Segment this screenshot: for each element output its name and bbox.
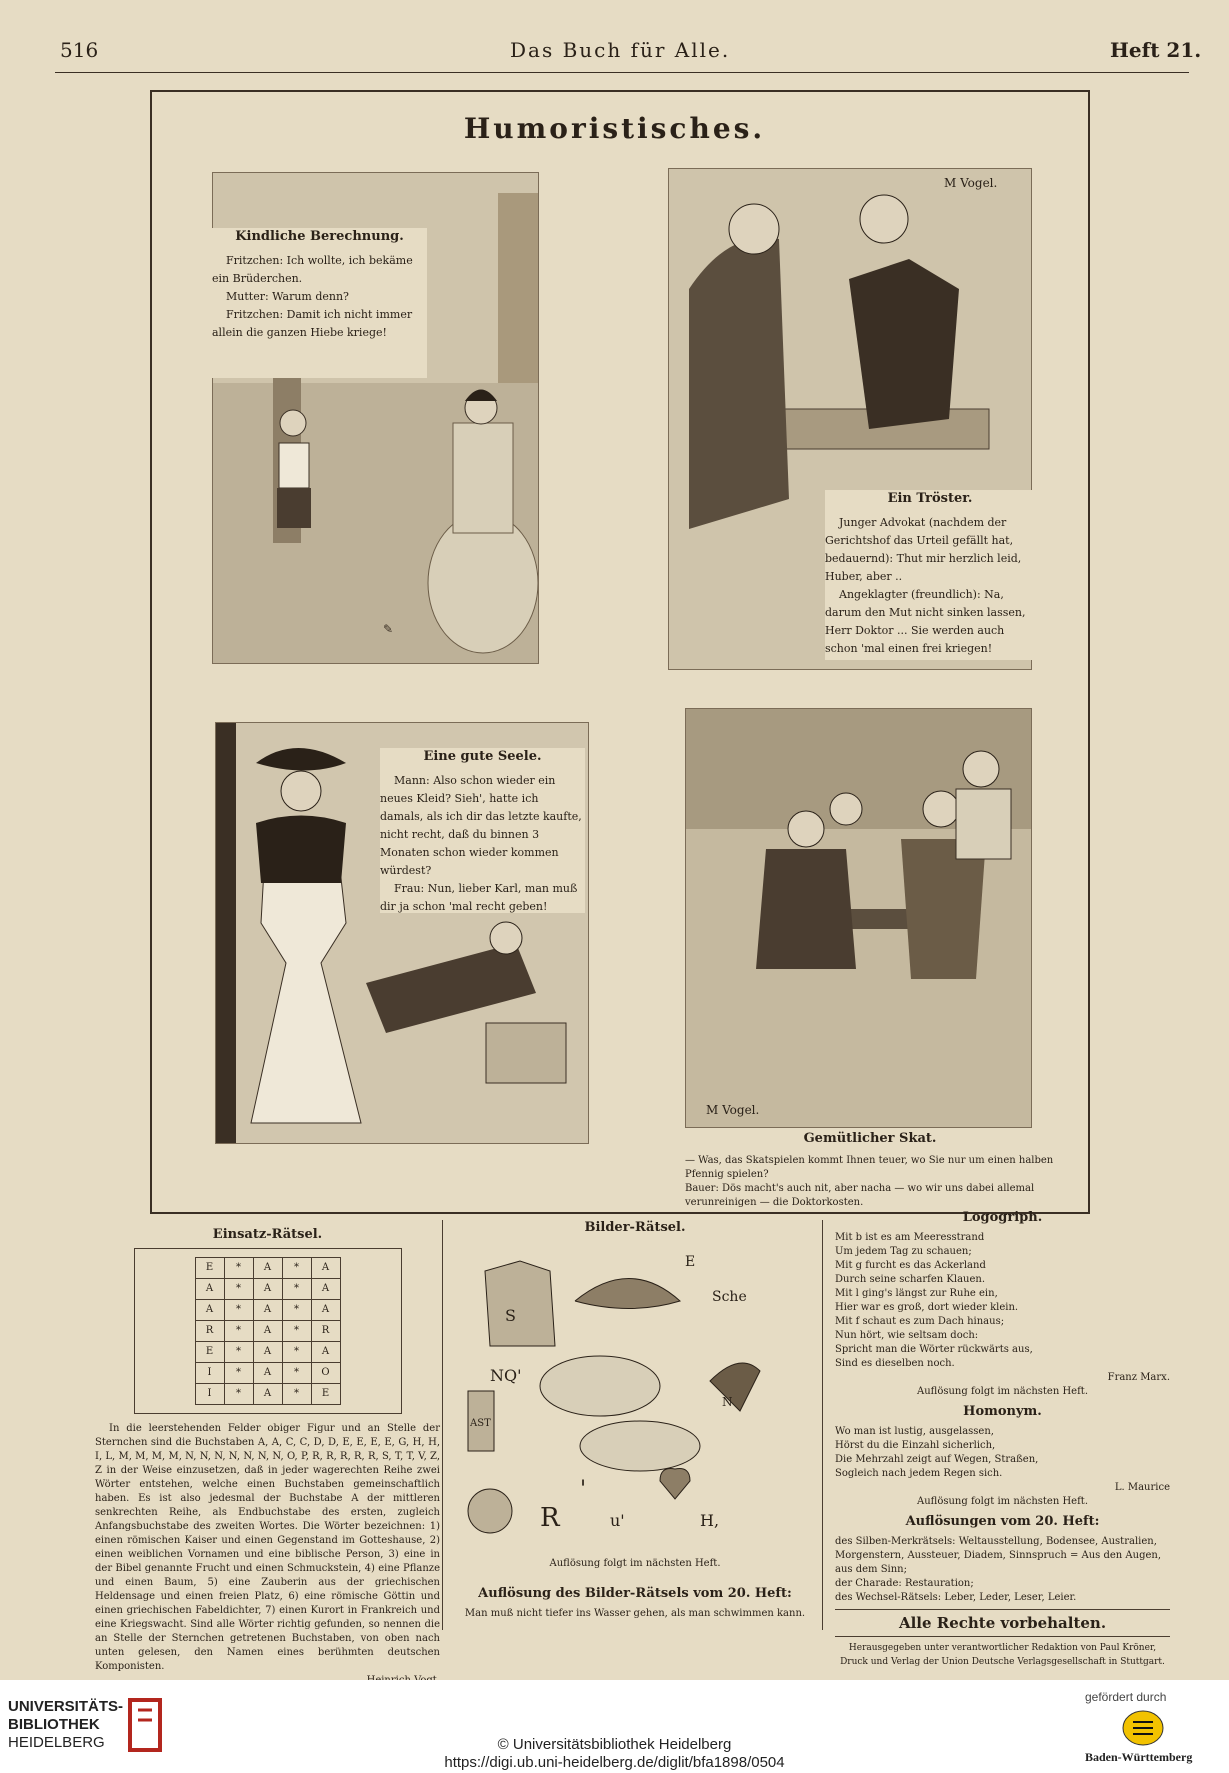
grid-cell: * xyxy=(282,1384,311,1405)
grid-cell: E xyxy=(311,1384,340,1405)
caption-line: Junger Advokat (nachdem der Gerichtshof das Urteil gefällt hat, bedauernd): Thut mir herzlich leid, Huber, aber .. xyxy=(825,516,1022,583)
caption-line: Bauer: Dös macht's auch nit, aber nacha — wo wir uns dabei allemal verunreinigen — die Doktorkosten. xyxy=(685,1183,1035,1208)
state-name: Baden-Württemberg xyxy=(1085,1750,1193,1764)
homonym-author: L. Maurice xyxy=(1114,1482,1170,1493)
rebus-letter: Sche xyxy=(712,1289,747,1305)
grid-cell: A xyxy=(195,1300,224,1321)
einsatz-text: In die leerstehenden Felder obiger Figur und an Stelle der Sternchen sind die Buchstaben A, A, C, C, D, D, E, E, E, E, G, H, H, I, L, M, M, M, M, N, N, N, N, N, N, N, O, P, R, R, R, R, R, S, T, T, V, Z, Z in der Weise einzusetzen, daß in jeder wagerechten Reihe zwei Wörter entstehen, welche einen Buchstaben gemeinschaftlich haben. Es ist also jedesmal der Buchstabe A der mittleren senkrechten Reihe, als Endbuchstabe des ersten, zugleich Anfangsbuchstabe des zweiten Wortes. Die Wörter bezeichnen: 1) einen römischen Kaiser und einen Gegenstand im Gotteshause, 2) einen weiblichen Vornamen und eine biblische Person, 3) eine in der Bibel genannte Frucht und einen Schmuckstein, 4) eine Pflanze und einen Baum, 5) eine Zauberin aus der griechischen Heldensage und einen freien Platz, 6) eine römische Göttin und einen griechischen Fabeldichter, 7) einen Kurort in Frankreich und eine Kriegswacht. Sind alle Wörter richtig gefunden, so nennen die an Stelle der Sternchen getretenen Buchstaben, von oben nach unten gelesen, den Namen eines berühmten deutschen Komponisten. xyxy=(95,1423,440,1672)
header-rule xyxy=(55,72,1189,73)
verse-line: Mit g furcht es das Ackerland xyxy=(835,1260,986,1271)
vogel-signature: M Vogel. xyxy=(944,176,998,190)
page-title: Humoristisches. xyxy=(463,112,766,145)
grid-cell: A xyxy=(311,1300,340,1321)
verse-line: Mit l ging's längst zur Ruhe ein, xyxy=(835,1288,998,1299)
grid-cell: * xyxy=(224,1363,253,1384)
grid-cell: * xyxy=(282,1363,311,1384)
grid-cell: * xyxy=(282,1342,311,1363)
grid-cell: * xyxy=(282,1300,311,1321)
grid-cell: * xyxy=(224,1279,253,1300)
rule xyxy=(835,1609,1170,1610)
rebus-letter: N xyxy=(722,1395,733,1409)
grid-cell: A xyxy=(253,1321,282,1342)
caption-line: Mutter: Warum denn? xyxy=(226,290,349,303)
column-rule xyxy=(442,1220,443,1630)
homonym-note: Auflösung folgt im nächsten Heft. xyxy=(917,1496,1088,1507)
verse-line: Wo man ist lustig, ausgelassen, xyxy=(835,1426,994,1437)
bilder-note: Auflösung folgt im nächsten Heft. xyxy=(549,1558,721,1569)
verse-line: Die Mehrzahl zeigt auf Wegen, Straßen, xyxy=(835,1454,1039,1465)
logogriph-heading: Logogriph. xyxy=(962,1210,1043,1225)
grid-cell: I xyxy=(195,1363,224,1384)
library-name-2: BIBLIOTHEK xyxy=(8,1716,100,1733)
rights-notice: Alle Rechte vorbehalten. xyxy=(898,1614,1107,1632)
homonym-heading: Homonym. xyxy=(963,1404,1042,1419)
logogriph-author: Franz Marx. xyxy=(1107,1372,1170,1383)
grid-row xyxy=(195,1363,340,1384)
loesungen-line: des Wechsel-Rätsels: Leber, Leder, Leser, Leier. xyxy=(835,1592,1077,1603)
rebus-letter: R xyxy=(540,1503,560,1533)
grid-cell: * xyxy=(282,1321,311,1342)
caption-eine-gute-seele xyxy=(380,748,585,913)
grid-cell: * xyxy=(224,1300,253,1321)
grid-row xyxy=(195,1300,340,1321)
rebus-letter: AST xyxy=(470,1418,491,1429)
grid-row xyxy=(195,1342,340,1363)
grid-row xyxy=(195,1321,340,1342)
library-name-1: UNIVERSITÄTS- xyxy=(8,1698,124,1715)
column-rule xyxy=(822,1220,823,1630)
grid-cell: A xyxy=(311,1258,340,1279)
grid-cell: * xyxy=(224,1321,253,1342)
homonym-lines xyxy=(835,1425,1170,1481)
verse-line: Sogleich nach jedem Regen sich. xyxy=(835,1468,1003,1479)
verse-line: Nun hört, wie seltsam doch: xyxy=(835,1330,979,1341)
grid-cell: A xyxy=(311,1279,340,1300)
caption-ein-troester xyxy=(825,490,1035,660)
rebus-letter: H, xyxy=(700,1511,720,1530)
rebus-letter: u' xyxy=(610,1511,625,1530)
grid-cell: * xyxy=(224,1384,253,1405)
grid-cell: A xyxy=(195,1279,224,1300)
grid-cell: * xyxy=(224,1258,253,1279)
grid-cell: R xyxy=(195,1321,224,1342)
caption-line: Frau: Nun, lieber Karl, man muß dir ja schon 'mal recht geben! xyxy=(380,882,578,913)
imprint-line: Druck und Verlag der Union Deutsche Verlagsgesellschaft in Stuttgart. xyxy=(840,1657,1165,1667)
einsatz-raetsel xyxy=(95,1222,440,1672)
caption-heading: Kindliche Berechnung. xyxy=(235,229,404,244)
caption-line: Fritzchen: Ich wollte, ich bekäme ein Brüderchen. xyxy=(212,254,413,285)
einsatz-heading: Einsatz-Rätsel. xyxy=(212,1227,323,1242)
caption-line: — Was, das Skatspielen kommt Ihnen teuer, wo Sie nur um einen halben Pfennig spielen? xyxy=(685,1155,1054,1180)
loesungen-heading: Auflösungen vom 20. Heft: xyxy=(905,1514,1100,1529)
grid-row xyxy=(195,1258,340,1279)
verse-line: Durch seine scharfen Klauen. xyxy=(835,1274,986,1285)
grid-cell: * xyxy=(282,1258,311,1279)
einsatz-grid-frame xyxy=(134,1248,402,1414)
grid-cell: E xyxy=(195,1342,224,1363)
bw-coat-of-arms-icon xyxy=(1118,1708,1168,1748)
grid-cell: A xyxy=(253,1342,282,1363)
logogriph-lines xyxy=(835,1231,1170,1371)
grid-cell: * xyxy=(282,1279,311,1300)
caption-line: Mann: Also schon wieder ein neues Kleid? Sieh', hatte ich damals, als ich dir das letzte kaufte, nicht recht, daß du binnen 3 Monaten schon wieder kommen würdest? xyxy=(380,774,582,877)
logogriph-note: Auflösung folgt im nächsten Heft. xyxy=(917,1386,1088,1397)
bilder-heading: Bilder-Rätsel. xyxy=(584,1220,686,1235)
running-title: Das Buch für Alle. xyxy=(510,38,731,62)
caption-kindliche-berechnung xyxy=(212,228,427,378)
rebus-letter: S xyxy=(505,1306,516,1325)
funded-by-text: gefördert durch xyxy=(1085,1690,1167,1704)
grid-cell: O xyxy=(311,1363,340,1384)
grid-cell: A xyxy=(253,1300,282,1321)
verse-line: Mit f schaut es zum Dach hinaus; xyxy=(835,1316,1005,1327)
bilder-raetsel xyxy=(460,1215,810,1625)
caption-heading: Gemütlicher Skat. xyxy=(803,1131,937,1146)
verse-line: Spricht man die Wörter rückwärts aus, xyxy=(835,1344,1033,1355)
grid-row xyxy=(195,1384,340,1405)
grid-cell: A xyxy=(253,1279,282,1300)
grid-cell: E xyxy=(195,1258,224,1279)
grid-cell: A xyxy=(311,1342,340,1363)
loesungen-line: des Silben-Merkrätsels: Weltausstellung, Bodensee, Australien, Morgenstern, Aussteuer, Diadem, Sinnspruch = Aus den Augen, aus dem Sinn; xyxy=(835,1536,1162,1575)
grid-cell: A xyxy=(253,1363,282,1384)
imprint-line: Herausgegeben unter verantwortlicher Redaktion von Paul Kröner, xyxy=(848,1643,1157,1653)
illustration-skat-tavern xyxy=(685,708,1032,1128)
caption-gemuetlicher-skat xyxy=(685,1130,1055,1208)
bilder-solution: Man muß nicht tiefer ins Wasser gehen, als man schwimmen kann. xyxy=(464,1608,806,1619)
verse-line: Hier war es groß, dort wieder klein. xyxy=(835,1302,1019,1313)
verse-line: Hörst du die Einzahl sicherlich, xyxy=(835,1440,996,1451)
right-column xyxy=(835,1205,1170,1667)
copyright-text: © Universitätsbibliothek Heidelberg xyxy=(497,1736,732,1753)
caption-heading: Eine gute Seele. xyxy=(423,749,542,764)
grid-cell: A xyxy=(253,1384,282,1405)
grid-cell: I xyxy=(195,1384,224,1405)
caption-line: Fritzchen: Damit ich nicht immer allein die ganzen Hiebe kriege! xyxy=(212,308,413,339)
bilder-solution-heading: Auflösung des Bilder-Rätsels vom 20. Heft: xyxy=(478,1586,792,1601)
permalink[interactable]: https://digi.ub.uni-heidelberg.de/diglit/bfa1898/0504 xyxy=(444,1754,785,1771)
grid-cell: R xyxy=(311,1321,340,1342)
rebus-picture xyxy=(460,1241,810,1551)
vogel-signature: M Vogel. xyxy=(706,1103,760,1117)
loesungen-line: der Charade: Restauration; xyxy=(835,1578,974,1589)
grid-cell: * xyxy=(224,1342,253,1363)
einsatz-grid xyxy=(195,1257,341,1405)
verse-line: Um jedem Tag zu schauen; xyxy=(835,1246,972,1257)
issue-number: Heft 21. xyxy=(1110,38,1202,62)
artist-signature: ✎ xyxy=(383,622,394,636)
verse-line: Mit b ist es am Meeresstrand xyxy=(835,1232,985,1243)
rebus-letter: ' xyxy=(580,1477,587,1502)
caption-line: Angeklagter (freundlich): Na, darum den Mut nicht sinken lassen, Herr Doktor ... Sie werden auch schon 'mal einen frei kriegen! xyxy=(825,588,1026,655)
digitization-footer xyxy=(0,1680,1229,1773)
verse-line: Sind es dieselben noch. xyxy=(835,1358,955,1369)
grid-row xyxy=(195,1279,340,1300)
rebus-letter: NQ' xyxy=(490,1366,522,1385)
caption-heading: Ein Tröster. xyxy=(887,491,973,506)
page-number: 516 xyxy=(60,38,99,62)
grid-cell: A xyxy=(253,1258,282,1279)
library-name-3: HEIDELBERG xyxy=(8,1734,105,1751)
tavern-drawing xyxy=(686,709,1031,1127)
rebus-letter: E xyxy=(685,1254,696,1270)
rule xyxy=(835,1636,1170,1637)
